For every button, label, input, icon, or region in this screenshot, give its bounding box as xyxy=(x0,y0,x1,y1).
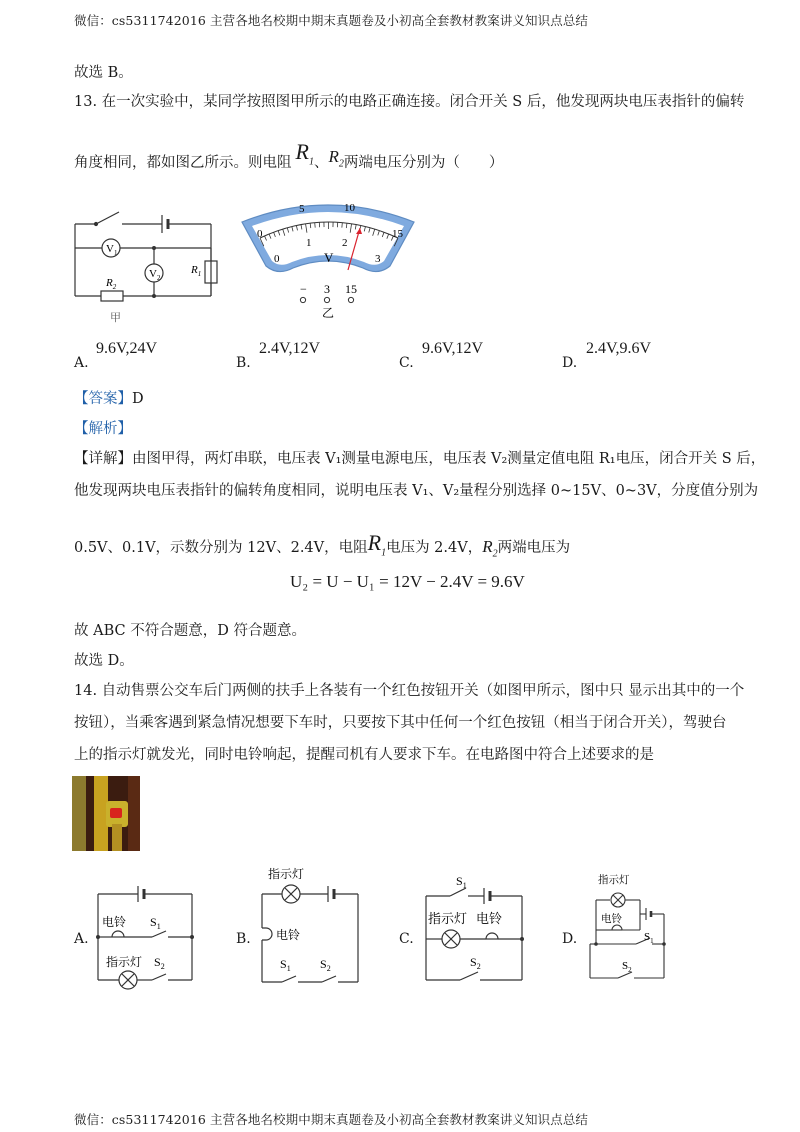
unit-label: V xyxy=(324,250,334,265)
svg-text:电铃: 电铃 xyxy=(476,911,503,926)
upper-tick-5: 5 xyxy=(299,203,305,215)
q13-option-d-letter: D. xyxy=(562,355,578,371)
q14-line2: 按钮），当乘客遇到紧急情况想要下车时，只要按下其中任何一个红色按钮（相当于闭合开关），驾驶台 xyxy=(74,715,727,731)
q14-circuit-a xyxy=(92,878,202,990)
q13-figure-voltmeter xyxy=(238,196,418,324)
fig-b-caption: 乙 xyxy=(322,306,335,320)
svg-text:电铃: 电铃 xyxy=(601,914,622,925)
q14-circuit-d xyxy=(582,868,672,992)
q13-option-a-letter: A. xyxy=(74,355,89,371)
q13-detail-2: 他发现两块电压表指针的偏转角度相同，说明电压表 V₁、V₂量程分别选择 0~15V、0~3V，分度值分别为 xyxy=(74,483,759,499)
q14-line3: 上的指示灯就发光，同时电铃响起，提醒司机有人要求下车。在电路图中符合上述要求的是 xyxy=(74,747,654,763)
q13-option-b-value: 2.4V,12V xyxy=(259,340,321,357)
svg-text:S2: $S_2$ xyxy=(470,955,481,971)
svg-text:S2: $S_2$ xyxy=(154,955,165,971)
svg-text:电铃: 电铃 xyxy=(276,928,301,942)
svg-text:S1: $S_1$ xyxy=(280,957,291,973)
q13-formula: U₂ = U − U₁ = 12V − 2.4V = 9.6V xyxy=(290,572,525,591)
svg-text:S2: $S_2$ xyxy=(320,957,331,973)
v1-label: $V_1$ xyxy=(106,243,118,257)
upper-tick-0: 0 xyxy=(257,228,263,240)
r1-label: $R_1$ xyxy=(191,264,202,278)
q13-analysis-tag: 【解析】 xyxy=(74,421,132,437)
r2-label: $R_2$ xyxy=(106,277,117,291)
q13-figure-circuit xyxy=(66,198,226,326)
terminal-neg: − xyxy=(300,282,307,296)
lower-tick-1: 1 xyxy=(306,237,312,249)
upper-tick-15: 15 xyxy=(392,228,403,240)
q14-option-c-letter: C. xyxy=(399,931,414,947)
fig-a-caption: 甲 xyxy=(110,312,121,324)
page-header: 微信：cs5311742016 主营各地名校期中期末真题卷及小初高全套教材教案讲义知识点总结 xyxy=(74,13,589,28)
q14-circuit-b xyxy=(254,862,364,992)
q13-option-c-value: 9.6V,12V xyxy=(422,340,484,357)
q14-line1: 14. 自动售票公交车后门两侧的扶手上各装有一个红色按钮开关（如图甲所示，图中只 显示出其中的一个 xyxy=(74,683,745,699)
terminal-3: 3 xyxy=(324,282,330,296)
bus-button-photo xyxy=(72,776,140,851)
svg-text:电铃: 电铃 xyxy=(102,915,127,929)
q14-option-d-letter: D. xyxy=(562,931,578,947)
q13-detail-1: 【详解】由图甲得，两灯串联，电压表 V₁测量电源电压，电压表 V₂测量定值电阻 R₁电压，闭合开关 S 后， xyxy=(74,451,766,467)
q13-option-c-letter: C. xyxy=(399,355,414,371)
q14-circuit-c xyxy=(420,868,530,992)
prev-conclusion: 故选 B。 xyxy=(74,65,133,81)
lower-tick-2: 2 xyxy=(342,237,348,249)
q13-conclusion-2: 故选 D。 xyxy=(74,653,134,669)
upper-tick-10: 10 xyxy=(344,202,355,214)
q13-line2: 角度相同，都如图乙所示。则电阻 $R_1$、$R_2$两端电压分别为（ ） xyxy=(74,139,504,171)
q13-conclusion-1: 故 ABC 不符合题意，D 符合题意。 xyxy=(74,623,306,639)
svg-text:S1: $S_1$ xyxy=(456,874,467,890)
q14-option-b-letter: B. xyxy=(236,931,251,947)
q13-option-a-value: 9.6V,24V xyxy=(96,340,158,357)
q13-option-d-value: 2.4V,9.6V xyxy=(586,340,652,357)
q14-option-a-letter: A. xyxy=(74,931,89,947)
q13-detail-3: 0.5V、0.1V，示数分别为 12V、2.4V，电阻$R_1$电压为 2.4V，$R_2$两端电压为 xyxy=(74,530,571,560)
page-footer: 微信：cs5311742016 主营各地名校期中期末真题卷及小初高全套教材教案讲义知识点总结 xyxy=(74,1112,589,1127)
svg-text:指示灯: 指示灯 xyxy=(428,911,468,926)
svg-text:S1: $S_1$ xyxy=(150,915,161,931)
q13-line1: 13. 在一次实验中，某同学按照图甲所示的电路正确连接。闭合开关 S 后，他发现两块电压表指针的偏转 xyxy=(74,94,745,110)
q13-answer: 【答案】D xyxy=(74,391,144,407)
v2-label: $V_2$ xyxy=(149,268,161,282)
lower-tick-3: 3 xyxy=(375,253,381,265)
svg-text:指示灯: 指示灯 xyxy=(268,867,305,881)
svg-text:指示灯: 指示灯 xyxy=(106,955,143,969)
svg-text:S1: $S_1$ xyxy=(644,931,654,945)
svg-text:指示灯: 指示灯 xyxy=(598,875,630,886)
lower-tick-0: 0 xyxy=(274,253,280,265)
q13-option-b-letter: B. xyxy=(236,355,251,371)
terminal-15: 15 xyxy=(345,282,357,296)
svg-text:S2: $S_2$ xyxy=(622,960,632,974)
